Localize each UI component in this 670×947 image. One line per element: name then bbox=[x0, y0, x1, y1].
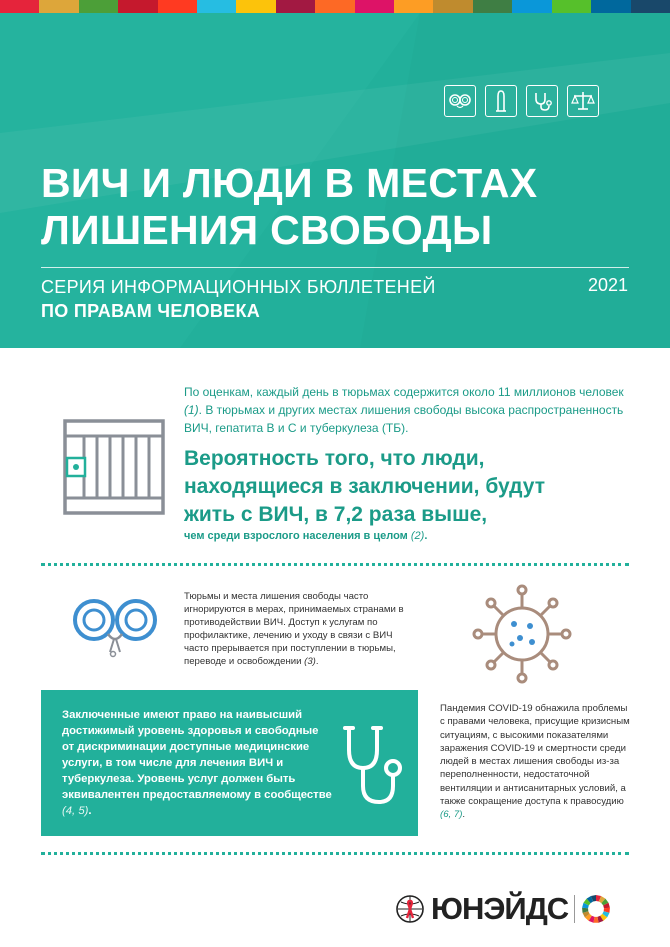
prison-services-paragraph bbox=[184, 590, 404, 668]
headline-line-2: находящиеся в заключении, будут bbox=[184, 475, 545, 498]
headline-line-3: жить с ВИЧ, в 7,2 раза выше, bbox=[184, 503, 488, 526]
stethoscope-icon bbox=[526, 85, 558, 117]
covid-end: . bbox=[462, 809, 466, 821]
stripe-segment bbox=[355, 0, 394, 13]
intro-ref-1: (1) bbox=[184, 403, 199, 417]
stripe-segment bbox=[315, 0, 354, 13]
stripe-segment bbox=[552, 0, 591, 13]
subline-end: . bbox=[424, 530, 428, 542]
stripe-segment bbox=[473, 0, 512, 13]
series-line-1: СЕРИЯ ИНФОРМАЦИОННЫХ БЮЛЛЕТЕНЕЙ bbox=[41, 277, 436, 297]
section-divider-2 bbox=[41, 852, 629, 855]
headline-line-1: Вероятность того, что люди, bbox=[184, 447, 485, 470]
stripe-segment bbox=[197, 0, 236, 13]
intro-text-2: . В тюрьмах и других местах лишения свободы высока распространенность ВИЧ, гепатита B и C и туберкулеза (ТБ). bbox=[184, 403, 624, 435]
intro-paragraph bbox=[184, 383, 634, 437]
stripe-segment bbox=[79, 0, 118, 13]
key-statistic-subline bbox=[184, 530, 427, 542]
subline-text: чем среди взрослого населения в целом bbox=[184, 530, 411, 542]
rights-end: . bbox=[88, 805, 92, 817]
year-label: 2021 bbox=[587, 275, 628, 295]
red-ribbon-globe-icon bbox=[395, 894, 425, 924]
virus-icon bbox=[470, 582, 574, 686]
series-label bbox=[41, 275, 436, 323]
covid-text: Пандемия COVID-19 обнажила проблемы с правами человека, присущие кризисным ситуациям, с высокими показателями заражения COVID-19 и смертности среди людей в местах лишения свободы из-за переполненности, недостаточной вентиляции и антисанитарных условий, а также сокращение доступа к правосудию bbox=[440, 703, 630, 808]
scales-icon bbox=[567, 85, 599, 117]
header-divider bbox=[41, 267, 629, 268]
page-title bbox=[41, 160, 601, 254]
rights-callout-box bbox=[41, 690, 418, 836]
prison-text: Тюрьмы и места лишения свободы часто игнорируются в мерах, принимаемых странами в противодействии ВИЧ. Доступ к услугам по профилактике, лечению и уходу в связи с ВИЧ часто прерывается при поступлении в тюрьмы, переводе и освобождении bbox=[184, 591, 404, 667]
key-statistic-headline bbox=[184, 445, 564, 529]
topic-icons bbox=[444, 85, 599, 117]
stripe-segment bbox=[276, 0, 315, 13]
stripe-segment bbox=[158, 0, 197, 13]
prison-ref: (3) bbox=[304, 656, 316, 667]
title-line-1: ВИЧ И ЛЮДИ В МЕСТАХ bbox=[41, 160, 538, 206]
intro-text-1: По оценкам, каждый день в тюрьмах содержится около 11 миллионов человек bbox=[184, 385, 624, 399]
rights-text: Заключенные имеют право на наивысший достижимый уровень здоровья и свободные от дискриминации доступные медицинские услуги, в том числе для лечения ВИЧ и туберкулеза. Уровень услуг должен быть эквивалентен предоставляемому в сообществе bbox=[62, 709, 332, 801]
sdg-wheel-icon bbox=[581, 894, 611, 924]
stripe-segment bbox=[433, 0, 472, 13]
prison-end: . bbox=[315, 656, 319, 667]
subline-ref: (2) bbox=[410, 530, 425, 542]
stripe-segment bbox=[118, 0, 157, 13]
section-divider-1 bbox=[41, 563, 629, 566]
covid-paragraph bbox=[440, 702, 630, 822]
stripe-segment bbox=[512, 0, 551, 13]
handcuffs-icon bbox=[444, 85, 476, 117]
unaids-logo bbox=[395, 893, 611, 924]
header-banner bbox=[0, 13, 670, 348]
rights-ref: (4, 5) bbox=[62, 805, 89, 817]
logo-text: ЮНЭЙДС bbox=[431, 891, 569, 926]
color-stripe bbox=[0, 0, 670, 13]
stripe-segment bbox=[631, 0, 670, 13]
handcuffs-illustration-icon bbox=[70, 592, 160, 662]
rights-callout-text bbox=[62, 707, 332, 819]
stripe-segment bbox=[236, 0, 275, 13]
series-line-2: ПО ПРАВАМ ЧЕЛОВЕКА bbox=[41, 301, 261, 321]
condom-icon bbox=[485, 85, 517, 117]
stripe-segment bbox=[394, 0, 433, 13]
prison-bars-icon bbox=[62, 418, 166, 516]
title-line-2: ЛИШЕНИЯ СВОБОДЫ bbox=[41, 207, 493, 253]
covid-ref: (6, 7) bbox=[440, 809, 463, 821]
stripe-segment bbox=[39, 0, 78, 13]
stripe-segment bbox=[591, 0, 630, 13]
stethoscope-illustration-icon bbox=[339, 724, 405, 808]
logo-divider bbox=[574, 895, 575, 923]
stripe-segment bbox=[0, 0, 39, 13]
